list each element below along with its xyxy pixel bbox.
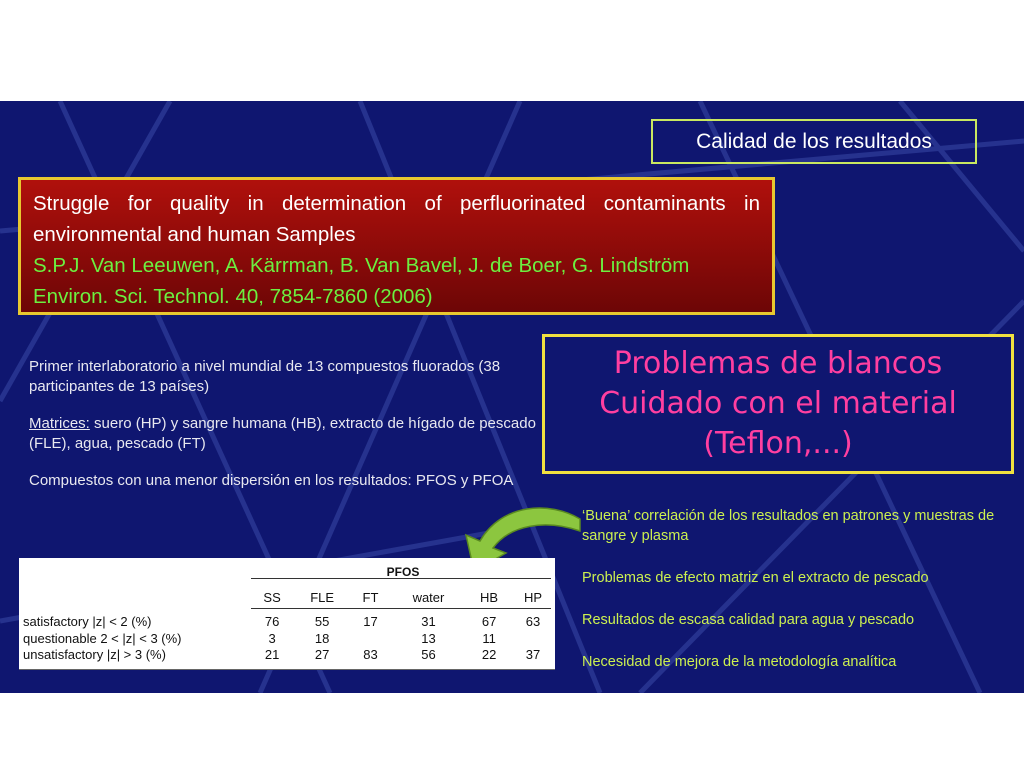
reference-authors: S.P.J. Van Leeuwen, A. Kärrman, B. Van Bavel, J. de Boer, G. Lindström xyxy=(33,254,690,277)
table-cell: 3 xyxy=(268,630,276,646)
table-cell: 21 xyxy=(264,646,280,662)
table-cell xyxy=(351,630,390,646)
study-description xyxy=(29,357,539,508)
reference-box xyxy=(18,177,775,315)
finding-item: Problemas de efecto matriz en el extracto de pescado xyxy=(582,570,929,586)
slide xyxy=(0,101,1024,693)
compounds-paragraph: Compuestos con una menor dispersión en los resultados: PFOS y PFOA xyxy=(29,472,514,489)
table-corner xyxy=(19,582,251,612)
reference-title: Struggle for quality in determination of perfluorinated contaminants in environmental and human Samples xyxy=(33,192,760,246)
column-header: SS xyxy=(263,589,281,605)
table-row xyxy=(19,612,555,630)
finding-item: ‘Buena’ correlación de los resultados en patrones y muestras de sangre y plasma xyxy=(582,508,995,544)
table-cell: 17 xyxy=(363,613,378,629)
matrices-text: suero (HP) y sangre humana (HB), extracto de hígado de pescado (FLE), agua, pescado (FT) xyxy=(29,415,536,452)
table-cell: 22 xyxy=(481,646,497,662)
slide-title: Calidad de los resultados xyxy=(651,119,977,164)
table-cell: 83 xyxy=(363,646,378,662)
table-cell: 27 xyxy=(314,646,330,662)
study-paragraph: Primer interlaboratorio a nivel mundial de 13 compuestos fluorados (38 participantes de 13 países) xyxy=(29,358,501,395)
row-label: questionable 2 < |z| < 3 (%) xyxy=(23,630,182,646)
table-cell: 55 xyxy=(314,613,330,629)
table-cell: 56 xyxy=(421,646,436,662)
table-group-header: PFOS xyxy=(386,565,420,579)
problems-box xyxy=(542,334,1014,474)
problems-line: Cuidado con el material xyxy=(599,386,957,421)
table-cell: 76 xyxy=(264,613,280,629)
reference-journal: Environ. Sci. Technol. 40, 7854-7860 (2006) xyxy=(33,285,433,308)
table-cell: 37 xyxy=(525,646,541,662)
pfos-table xyxy=(19,558,555,670)
row-label: unsatisfactory |z| > 3 (%) xyxy=(23,646,166,662)
table-corner xyxy=(19,562,251,582)
table-cell: 13 xyxy=(421,630,436,646)
column-header: HB xyxy=(480,589,499,605)
table-cell: 31 xyxy=(421,613,436,629)
table-row xyxy=(19,646,555,662)
matrices-label: Matrices: xyxy=(29,415,90,432)
problems-line: Problemas de blancos xyxy=(613,346,943,381)
column-header: FLE xyxy=(310,589,335,605)
problems-line: (Teflon,...) xyxy=(703,426,853,461)
column-header: HP xyxy=(523,589,543,605)
row-label: satisfactory |z| < 2 (%) xyxy=(23,613,152,629)
finding-item: Resultados de escasa calidad para agua y pescado xyxy=(582,612,915,628)
matrices-paragraph xyxy=(29,414,539,454)
table-row xyxy=(19,630,555,646)
table-cell: 67 xyxy=(481,613,497,629)
table-cell: 63 xyxy=(525,613,541,629)
findings-list xyxy=(582,506,1002,674)
column-header: FT xyxy=(362,589,379,605)
finding-item: Necesidad de mejora de la metodología analítica xyxy=(582,654,897,670)
table-cell xyxy=(511,630,555,646)
table-cell: 11 xyxy=(482,630,496,646)
column-header: water xyxy=(412,589,445,605)
table-cell: 18 xyxy=(314,630,330,646)
